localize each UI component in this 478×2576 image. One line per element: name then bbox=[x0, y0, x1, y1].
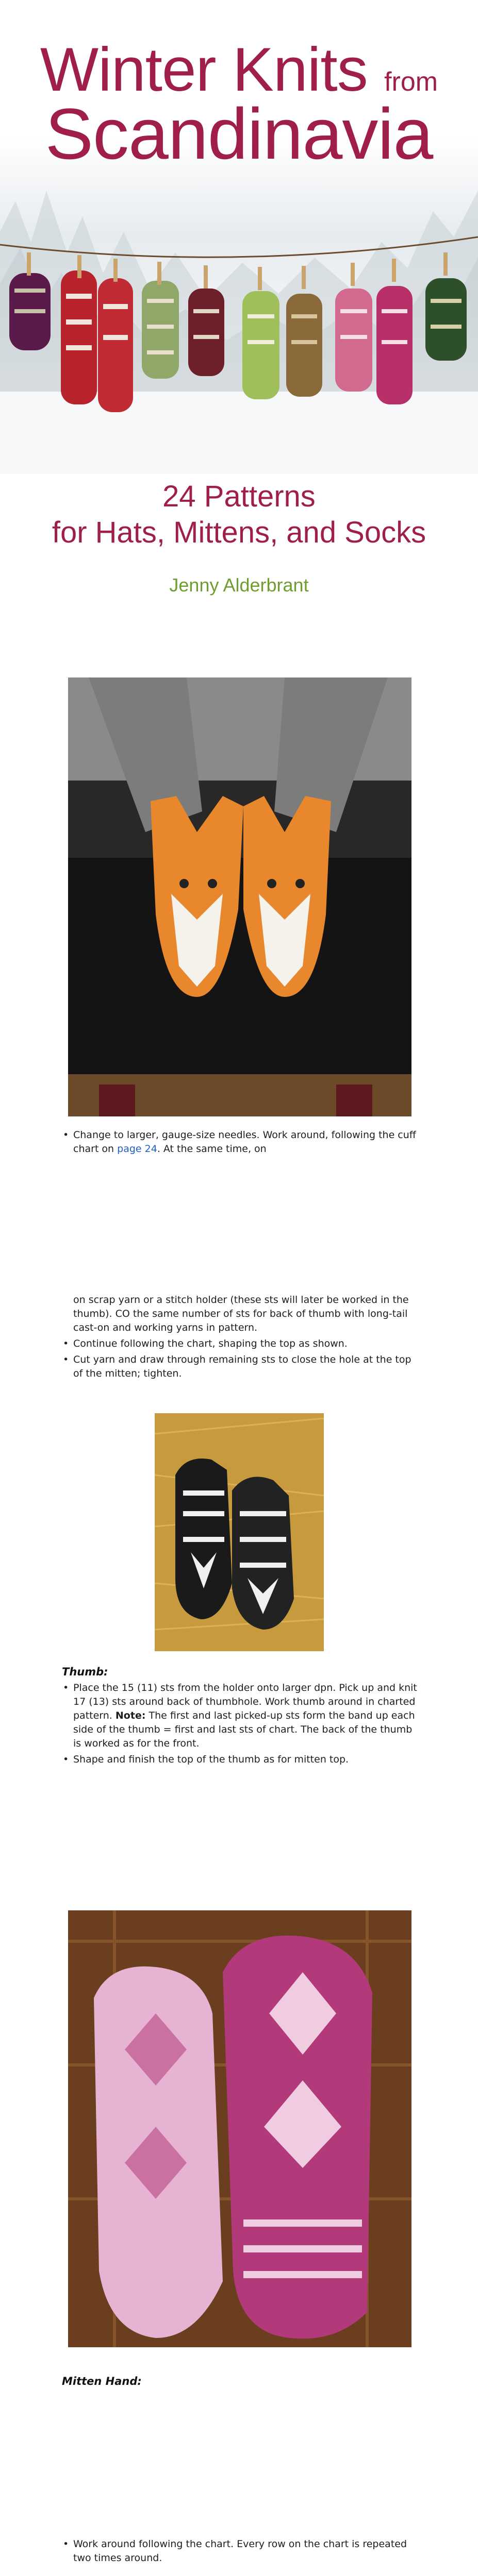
mitten-hand-heading: Mitten Hand: bbox=[62, 2375, 142, 2387]
mitten-purple bbox=[9, 273, 51, 350]
continuation-paragraph: on scrap yarn or a stitch holder (these sts will later be worked in the thumb). CO the same number of sts for back of thumb with long-tail cast-on and working yarns in pattern. bbox=[73, 1294, 409, 1333]
photo-fox-mittens bbox=[68, 677, 411, 1116]
cover-title-from: from bbox=[384, 67, 438, 97]
cover-subtitle-line-2: for Hats, Mittens, and Socks bbox=[52, 516, 426, 549]
mitten-brown bbox=[286, 294, 322, 397]
mitten-hand-instructions bbox=[62, 2537, 418, 2567]
cover-mittens-illustration bbox=[0, 170, 478, 474]
cover-title-text: Winter Knits bbox=[40, 35, 368, 104]
photo-pink-mittens bbox=[68, 1910, 411, 2347]
instruction-text: Place the 15 (11) sts from the holder onto larger dpn. Pick up and knit 17 (13) sts around back of thumbhole. Work thumb around in charted pattern. bbox=[73, 1682, 417, 1721]
instruction-item: • Shape and finish the top of the thumb as for mitten top. bbox=[62, 1753, 418, 1767]
mitten-pink bbox=[335, 289, 372, 392]
mitten-red-2 bbox=[98, 278, 133, 412]
mitten-magenta bbox=[376, 286, 413, 404]
mitten-dark-green bbox=[425, 278, 467, 361]
mitten-lime bbox=[242, 291, 279, 399]
instruction-text-b: The first and last picked-up sts form the band up each side of the thumb = first and last sts of chart. The back of the thumb is worked as for the front. bbox=[73, 1710, 415, 1749]
cover-author: Jenny Alderbrant bbox=[169, 574, 309, 596]
mitten-dark-red bbox=[188, 289, 224, 376]
instruction-text-tail: . At the same time, on bbox=[157, 1143, 267, 1155]
instruction-item: • Cut yarn and draw through remaining sts to close the hole at the top of the mitten; tighten. bbox=[62, 1353, 418, 1381]
instructions-list-2 bbox=[62, 1337, 418, 1383]
mitten-red-1 bbox=[61, 270, 97, 404]
instruction-item: • Work around following the chart. Every row on the chart is repeated two times around. bbox=[62, 2537, 418, 2565]
cover-title-line-2: Scandinavia bbox=[45, 93, 433, 174]
mitten-green bbox=[142, 281, 179, 379]
instruction-text: Change to larger, gauge-size needles. Work around, following the cuff chart on bbox=[73, 1129, 416, 1155]
thumb-instructions bbox=[62, 1681, 418, 1769]
instructions-list-1 bbox=[62, 1128, 418, 1158]
note-label: Note: bbox=[115, 1710, 146, 1721]
cover-subtitle-line-1: 24 Patterns bbox=[162, 480, 316, 513]
thumb-heading: Thumb: bbox=[62, 1666, 108, 1678]
instruction-item bbox=[62, 1128, 418, 1156]
book-cover bbox=[0, 0, 478, 623]
photo-black-white-mittens bbox=[155, 1413, 324, 1651]
page-link[interactable]: page 24 bbox=[117, 1143, 157, 1155]
instruction-item: • Continue following the chart, shaping the top as shown. bbox=[62, 1337, 418, 1351]
instruction-item bbox=[62, 1681, 418, 1751]
